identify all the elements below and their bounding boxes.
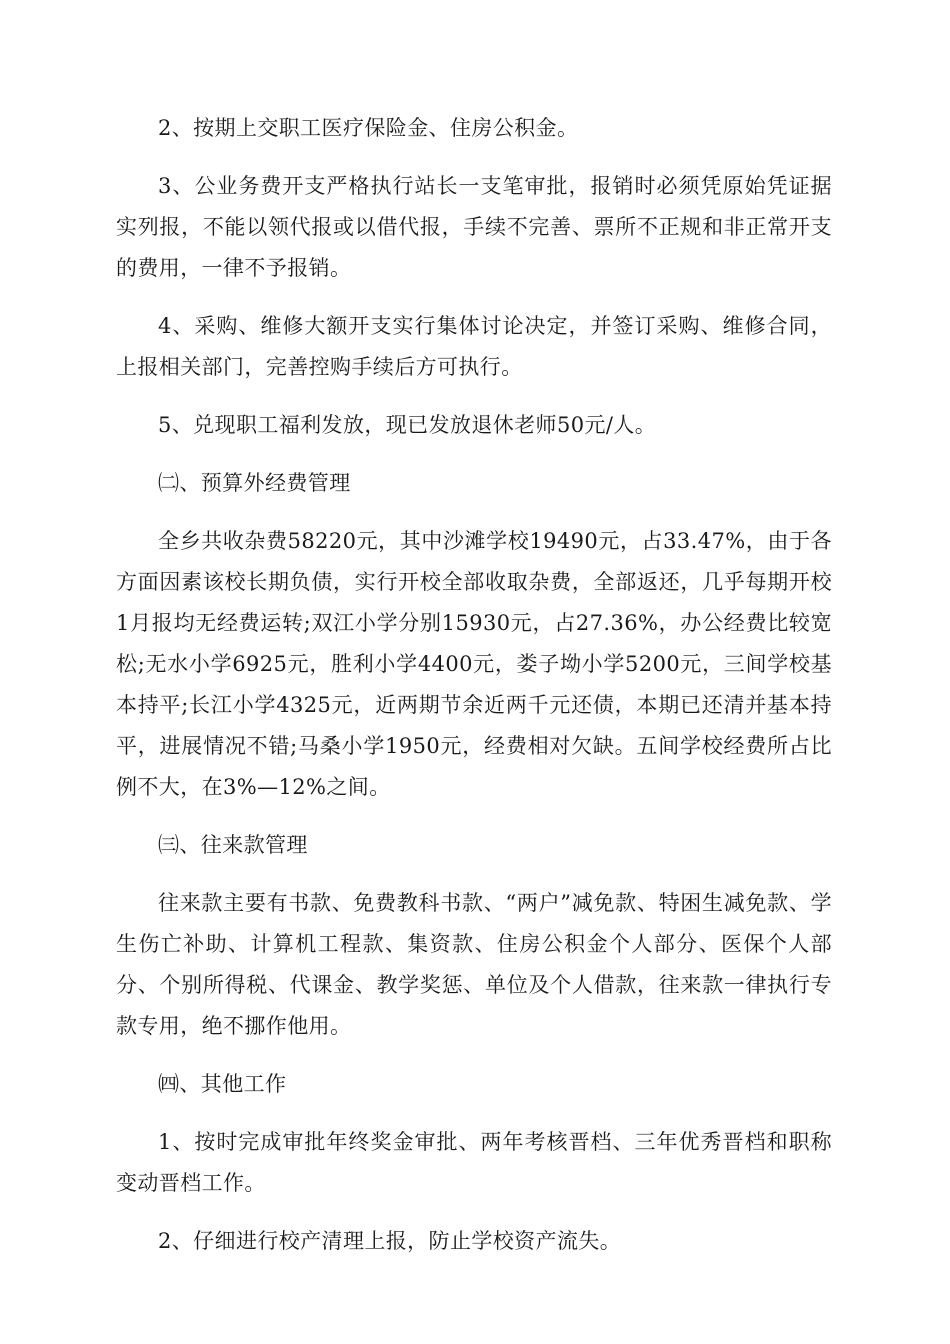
- paragraph-fees-summary: 全乡共收杂费58220元，其中沙滩学校19490元，占33.47%，由于各方面因素该校长期负债，实行开校全部收取杂费，全部返还，几乎每期开校1月报均无经费运转;双江小学分别15930元，占27.36%，办公经费比较宽松;无水小学6925元，胜利小学4400元，娄子坳小学5200元，三间学校基本持平;长江小学4325元，近两期节余近两千元还债，本期已还清并基本持平，进展情况不错;马桑小学1950元，经费相对欠缺。五间学校经费所占比例不大，在3%—12%之间。: [116, 529, 832, 799]
- paragraph-item-3: 3、公业务费开支严格执行站长一支笔审批，报销时必须凭原始凭证据实列报，不能以领代报或以借代报，手续不完善、票所不正规和非正常开支的费用，一律不予报销。: [116, 174, 832, 280]
- paragraph-item-4: 4、采购、维修大额开支实行集体讨论决定，并签订采购、维修合同，上报相关部门，完善控购手续后方可执行。: [116, 314, 832, 379]
- paragraph-accounts: 往来款主要有书款、免费教科书款、“两户”减免款、特困生减免款、学生伤亡补助、计算机工程款、集资款、住房公积金个人部分、医保个人部分、个别所得税、代课金、教学奖惩、单位及个人借款，往来款一律执行专款专用，绝不挪作他用。: [116, 891, 832, 1038]
- paragraph-item-5: 5、兑现职工福利发放，现已发放退休老师50元/人。: [158, 413, 657, 437]
- paragraph-other-1: 1、按时完成审批年终奖金审批、两年考核晋档、三年优秀晋档和职称变动晋档工作。: [116, 1130, 832, 1195]
- section-heading-extra-budget: ㈡、预算外经费管理: [158, 471, 351, 495]
- section-heading-other-work: ㈣、其他工作: [158, 1072, 287, 1096]
- paragraph-other-2: 2、仔细进行校产清理上报，防止学校资产流失。: [158, 1229, 622, 1253]
- document-body: [116, 108, 832, 1279]
- section-heading-accounts: ㈢、往来款管理: [158, 833, 308, 857]
- paragraph-item-2: 2、按期上交职工医疗保险金、住房公积金。: [158, 116, 579, 140]
